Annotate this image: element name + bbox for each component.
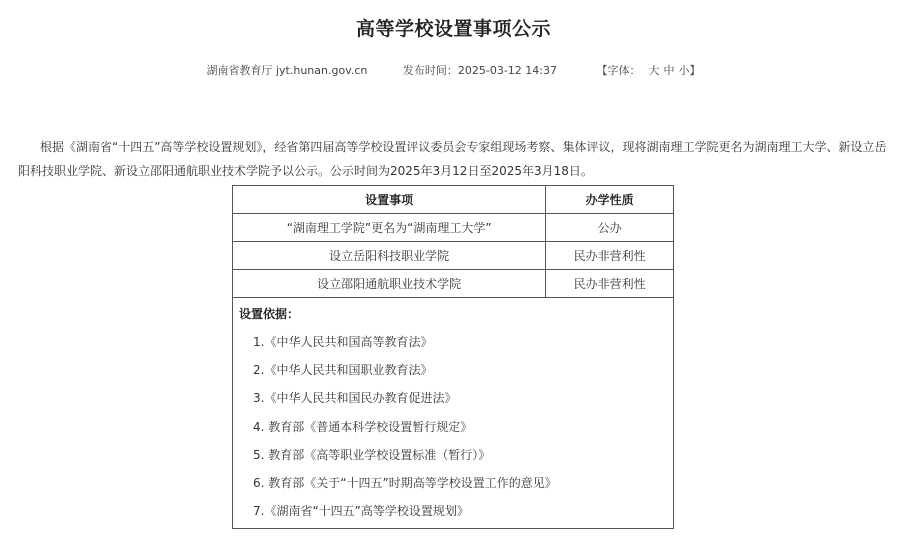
table-row — [233, 270, 674, 298]
basis-title: 设置依据： — [239, 307, 300, 321]
row-item: 设立岳阳科技职业学院 — [233, 242, 546, 270]
article-title: 高等学校设置事项公示 — [355, 18, 551, 40]
basis-item: 6. 教育部《关于“十四五”时期高等学校设置工作的意见》 — [253, 475, 557, 490]
font-size-close: 】 — [689, 64, 701, 77]
publish-time: 2025-03-12 14:37 — [457, 64, 557, 77]
font-size-large-link[interactable]: 大 — [648, 64, 660, 77]
basis-item: 5. 教育部《高等职业学校设置标准（暂行）》 — [253, 447, 491, 462]
row-item: “湖南理工学院”更名为“湖南理工大学” — [233, 214, 546, 242]
publish-label: 发布时间： — [402, 64, 458, 77]
basis-item: 7.《湖南省“十四五”高等学校设置规划》 — [253, 504, 469, 519]
row-nature: 民办非营利性 — [546, 270, 674, 298]
intro-paragraph: 根据《湖南省“十四五”高等学校设置规划》，经省第四届高等学校设置评议委员会专家组现场考察、集体评议，现将湖南理工学院更名为湖南理工大学、新设立岳阳科技职业学院、新设立邵阳通航职业技术学院予以公示。公示时间为2025年3月12日至2025年3月18日。 — [18, 140, 887, 178]
table-header-row — [233, 186, 674, 214]
basis-item: 1.《中华人民共和国高等教育法》 — [253, 335, 433, 349]
article-meta — [0, 62, 907, 78]
source-text: 湖南省教育厅 jyt.hunan.gov.cn — [206, 64, 368, 77]
publish-time-group — [403, 62, 557, 78]
basis-cell — [233, 298, 674, 529]
basis-row — [233, 298, 674, 529]
header-nature: 办学性质 — [546, 186, 674, 214]
font-size-small-link[interactable]: 小 — [678, 64, 690, 77]
row-item: 设立邵阳通航职业技术学院 — [233, 270, 546, 298]
font-size-medium-link[interactable]: 中 — [663, 64, 675, 77]
header-item: 设置事项 — [233, 186, 546, 214]
row-nature: 公办 — [546, 214, 674, 242]
basis-item: 3.《中华人民共和国民办教育促进法》 — [253, 391, 457, 406]
table-row — [233, 242, 674, 270]
announcement-table — [232, 185, 674, 529]
font-size-label: 【字体： — [596, 64, 641, 77]
basis-item: 2.《中华人民共和国职业教育法》 — [253, 363, 433, 378]
row-nature: 民办非营利性 — [546, 242, 674, 270]
table-row — [233, 214, 674, 242]
basis-item: 4. 教育部《普通本科学校设置暂行规定》 — [253, 419, 473, 434]
font-size-switcher — [597, 62, 701, 78]
